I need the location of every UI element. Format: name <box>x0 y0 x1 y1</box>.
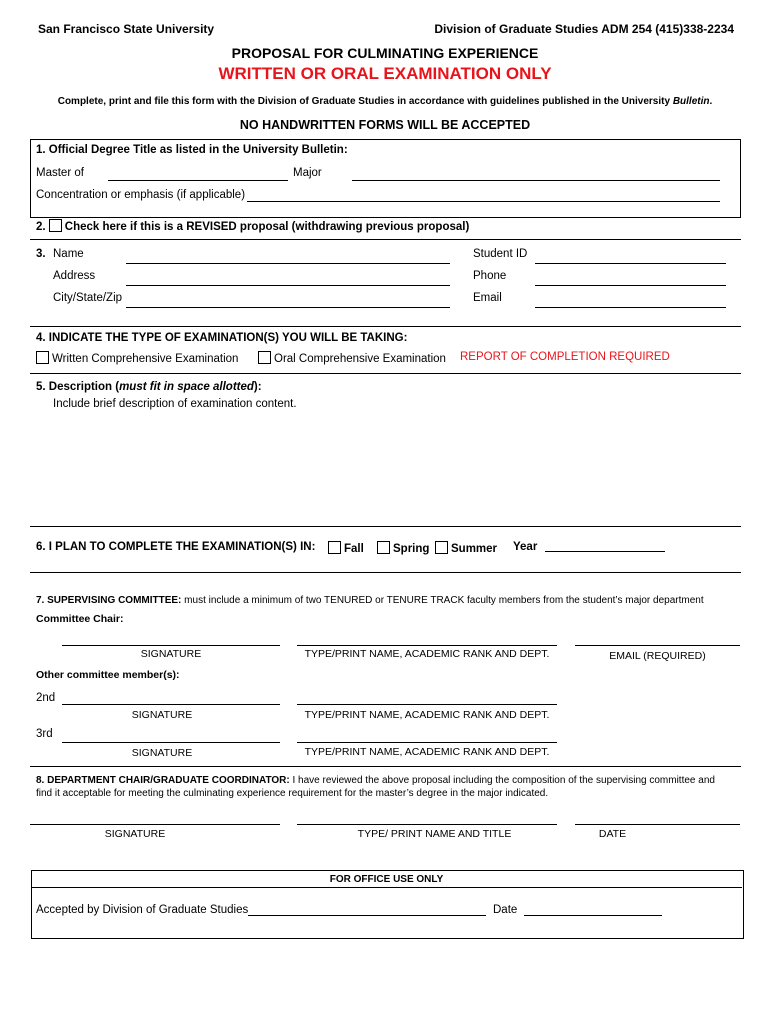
chair-coordinator-name-field[interactable] <box>297 824 557 825</box>
address-label: Address <box>53 270 96 282</box>
instructions-prefix: Complete, print and file this form with the Division of Graduate Studies in accordance with guidelines published in the University <box>57 96 673 107</box>
section7-text: must include a minimum of two TENURED or TENURE TRACK faculty members from the student’s major department <box>184 595 704 606</box>
summer-option[interactable] <box>435 541 497 555</box>
section5-heading-prefix: 5. Description ( <box>36 381 120 393</box>
year-label: Year <box>513 541 538 553</box>
division-info: Division of Graduate Studies ADM 254 (415)338-2234 <box>434 22 734 36</box>
section8-text1: I have reviewed the above proposal including the composition of the supervising committee and <box>289 775 715 786</box>
second-name-field[interactable] <box>297 704 557 705</box>
oral-option[interactable] <box>258 351 446 365</box>
major-label: Major <box>293 167 322 179</box>
section1-heading: 1. Official Degree Title as listed in the University Bulletin: <box>36 144 348 156</box>
email-field[interactable] <box>535 307 726 308</box>
no-handwritten-notice: NO HANDWRITTEN FORMS WILL BE ACCEPTED <box>239 118 531 132</box>
chair-signature-caption: SIGNATURE <box>140 648 202 660</box>
section7-intro <box>36 595 704 606</box>
master-of-label: Master of <box>36 167 84 179</box>
divider <box>30 373 741 374</box>
report-required-note: REPORT OF COMPLETION REQUIRED <box>460 351 670 363</box>
spring-option[interactable] <box>377 541 429 555</box>
fall-option[interactable] <box>328 541 364 555</box>
instructions-suffix: . <box>709 96 713 107</box>
university-name: San Francisco State University <box>38 22 215 36</box>
student-id-label: Student ID <box>473 248 528 260</box>
chair-coordinator-signature-field[interactable] <box>30 824 280 825</box>
city-label: City/State/Zip <box>53 292 123 304</box>
instructions <box>0 96 770 107</box>
written-label: Written Comprehensive Examination <box>52 353 239 365</box>
section2 <box>36 219 469 233</box>
chair-email-field[interactable] <box>575 645 740 646</box>
third-signature-caption: SIGNATURE <box>131 747 193 759</box>
office-date-field[interactable] <box>524 915 662 916</box>
section2-label: Check here if this is a REVISED proposal (withdrawing previous proposal) <box>64 221 470 233</box>
section8-heading: 8. DEPARTMENT CHAIR/GRADUATE COORDINATOR: <box>36 775 290 786</box>
divider <box>30 572 741 573</box>
section3-num: 3. <box>36 248 46 260</box>
accepted-label: Accepted by Division of Graduate Studies <box>36 904 249 916</box>
office-use-heading: FOR OFFICE USE ONLY <box>329 874 444 885</box>
form-subtitle: WRITTEN OR ORAL EXAMINATION ONLY <box>218 64 552 83</box>
summer-checkbox[interactable] <box>435 541 448 554</box>
office-use-divider <box>31 887 742 888</box>
spring-checkbox[interactable] <box>377 541 390 554</box>
second-signature-field[interactable] <box>62 704 280 705</box>
name-field[interactable] <box>126 263 450 264</box>
divider <box>30 526 741 527</box>
section5-heading-suffix: ): <box>253 381 262 393</box>
section5-sub: Include brief description of examination content. <box>53 398 297 410</box>
committee-chair-label: Committee Chair: <box>36 613 124 625</box>
summer-label: Summer <box>451 543 498 555</box>
accepted-field[interactable] <box>248 915 486 916</box>
chair-email-caption: EMAIL (REQUIRED) <box>609 650 706 662</box>
master-of-field[interactable] <box>108 180 288 181</box>
chair-signature-field[interactable] <box>62 645 280 646</box>
form-title: PROPOSAL FOR CULMINATING EXPERIENCE <box>231 45 539 61</box>
other-members-label: Other committee member(s): <box>36 669 180 681</box>
concentration-field[interactable] <box>247 201 720 202</box>
section8-text2: find it acceptable for meeting the culminating experience requirement for the master’s degree in the major indicated. <box>36 788 549 799</box>
third-name-caption: TYPE/PRINT NAME, ACADEMIC RANK AND DEPT. <box>304 746 550 758</box>
coordinator-name-caption: TYPE/ PRINT NAME AND TITLE <box>357 828 512 840</box>
divider <box>30 766 741 767</box>
coordinator-date-caption: DATE <box>598 828 627 840</box>
fall-label: Fall <box>344 543 364 555</box>
oral-label: Oral Comprehensive Examination <box>274 353 446 365</box>
third-name-field[interactable] <box>297 742 557 743</box>
divider <box>30 326 741 327</box>
phone-label: Phone <box>473 270 507 282</box>
major-field[interactable] <box>352 180 720 181</box>
written-option[interactable] <box>36 351 238 365</box>
written-checkbox[interactable] <box>36 351 49 364</box>
email-label: Email <box>473 292 502 304</box>
name-label: Name <box>53 248 84 260</box>
chair-name-field[interactable] <box>297 645 557 646</box>
oral-checkbox[interactable] <box>258 351 271 364</box>
third-member-label: 3rd <box>36 728 53 740</box>
chair-coordinator-date-field[interactable] <box>575 824 740 825</box>
section7-heading: 7. SUPERVISING COMMITTEE: <box>36 595 182 606</box>
section6-heading: 6. I PLAN TO COMPLETE THE EXAMINATION(S) IN: <box>36 541 316 553</box>
city-field[interactable] <box>126 307 450 308</box>
section4-heading: 4. INDICATE THE TYPE OF EXAMINATION(S) YOU WILL BE TAKING: <box>36 332 408 344</box>
student-id-field[interactable] <box>535 263 726 264</box>
section2-num: 2. <box>36 221 46 233</box>
section5-heading <box>36 381 262 393</box>
second-signature-caption: SIGNATURE <box>131 709 193 721</box>
concentration-label: Concentration or emphasis (if applicable) <box>36 189 246 201</box>
instructions-bulletin: Bulletin <box>672 96 710 107</box>
revised-checkbox[interactable] <box>49 219 62 232</box>
address-field[interactable] <box>126 285 450 286</box>
second-name-caption: TYPE/PRINT NAME, ACADEMIC RANK AND DEPT. <box>304 709 550 721</box>
section8-line1 <box>36 775 715 786</box>
spring-label: Spring <box>393 543 430 555</box>
section5-heading-em: must fit in space allotted <box>119 381 254 393</box>
third-signature-field[interactable] <box>62 742 280 743</box>
fall-checkbox[interactable] <box>328 541 341 554</box>
chair-name-caption: TYPE/PRINT NAME, ACADEMIC RANK AND DEPT. <box>304 648 550 660</box>
description-area[interactable] <box>36 414 736 522</box>
second-member-label: 2nd <box>36 692 56 704</box>
phone-field[interactable] <box>535 285 726 286</box>
coordinator-signature-caption: SIGNATURE <box>104 828 166 840</box>
year-field[interactable] <box>545 551 665 552</box>
office-date-label: Date <box>493 904 518 916</box>
divider <box>30 239 741 240</box>
